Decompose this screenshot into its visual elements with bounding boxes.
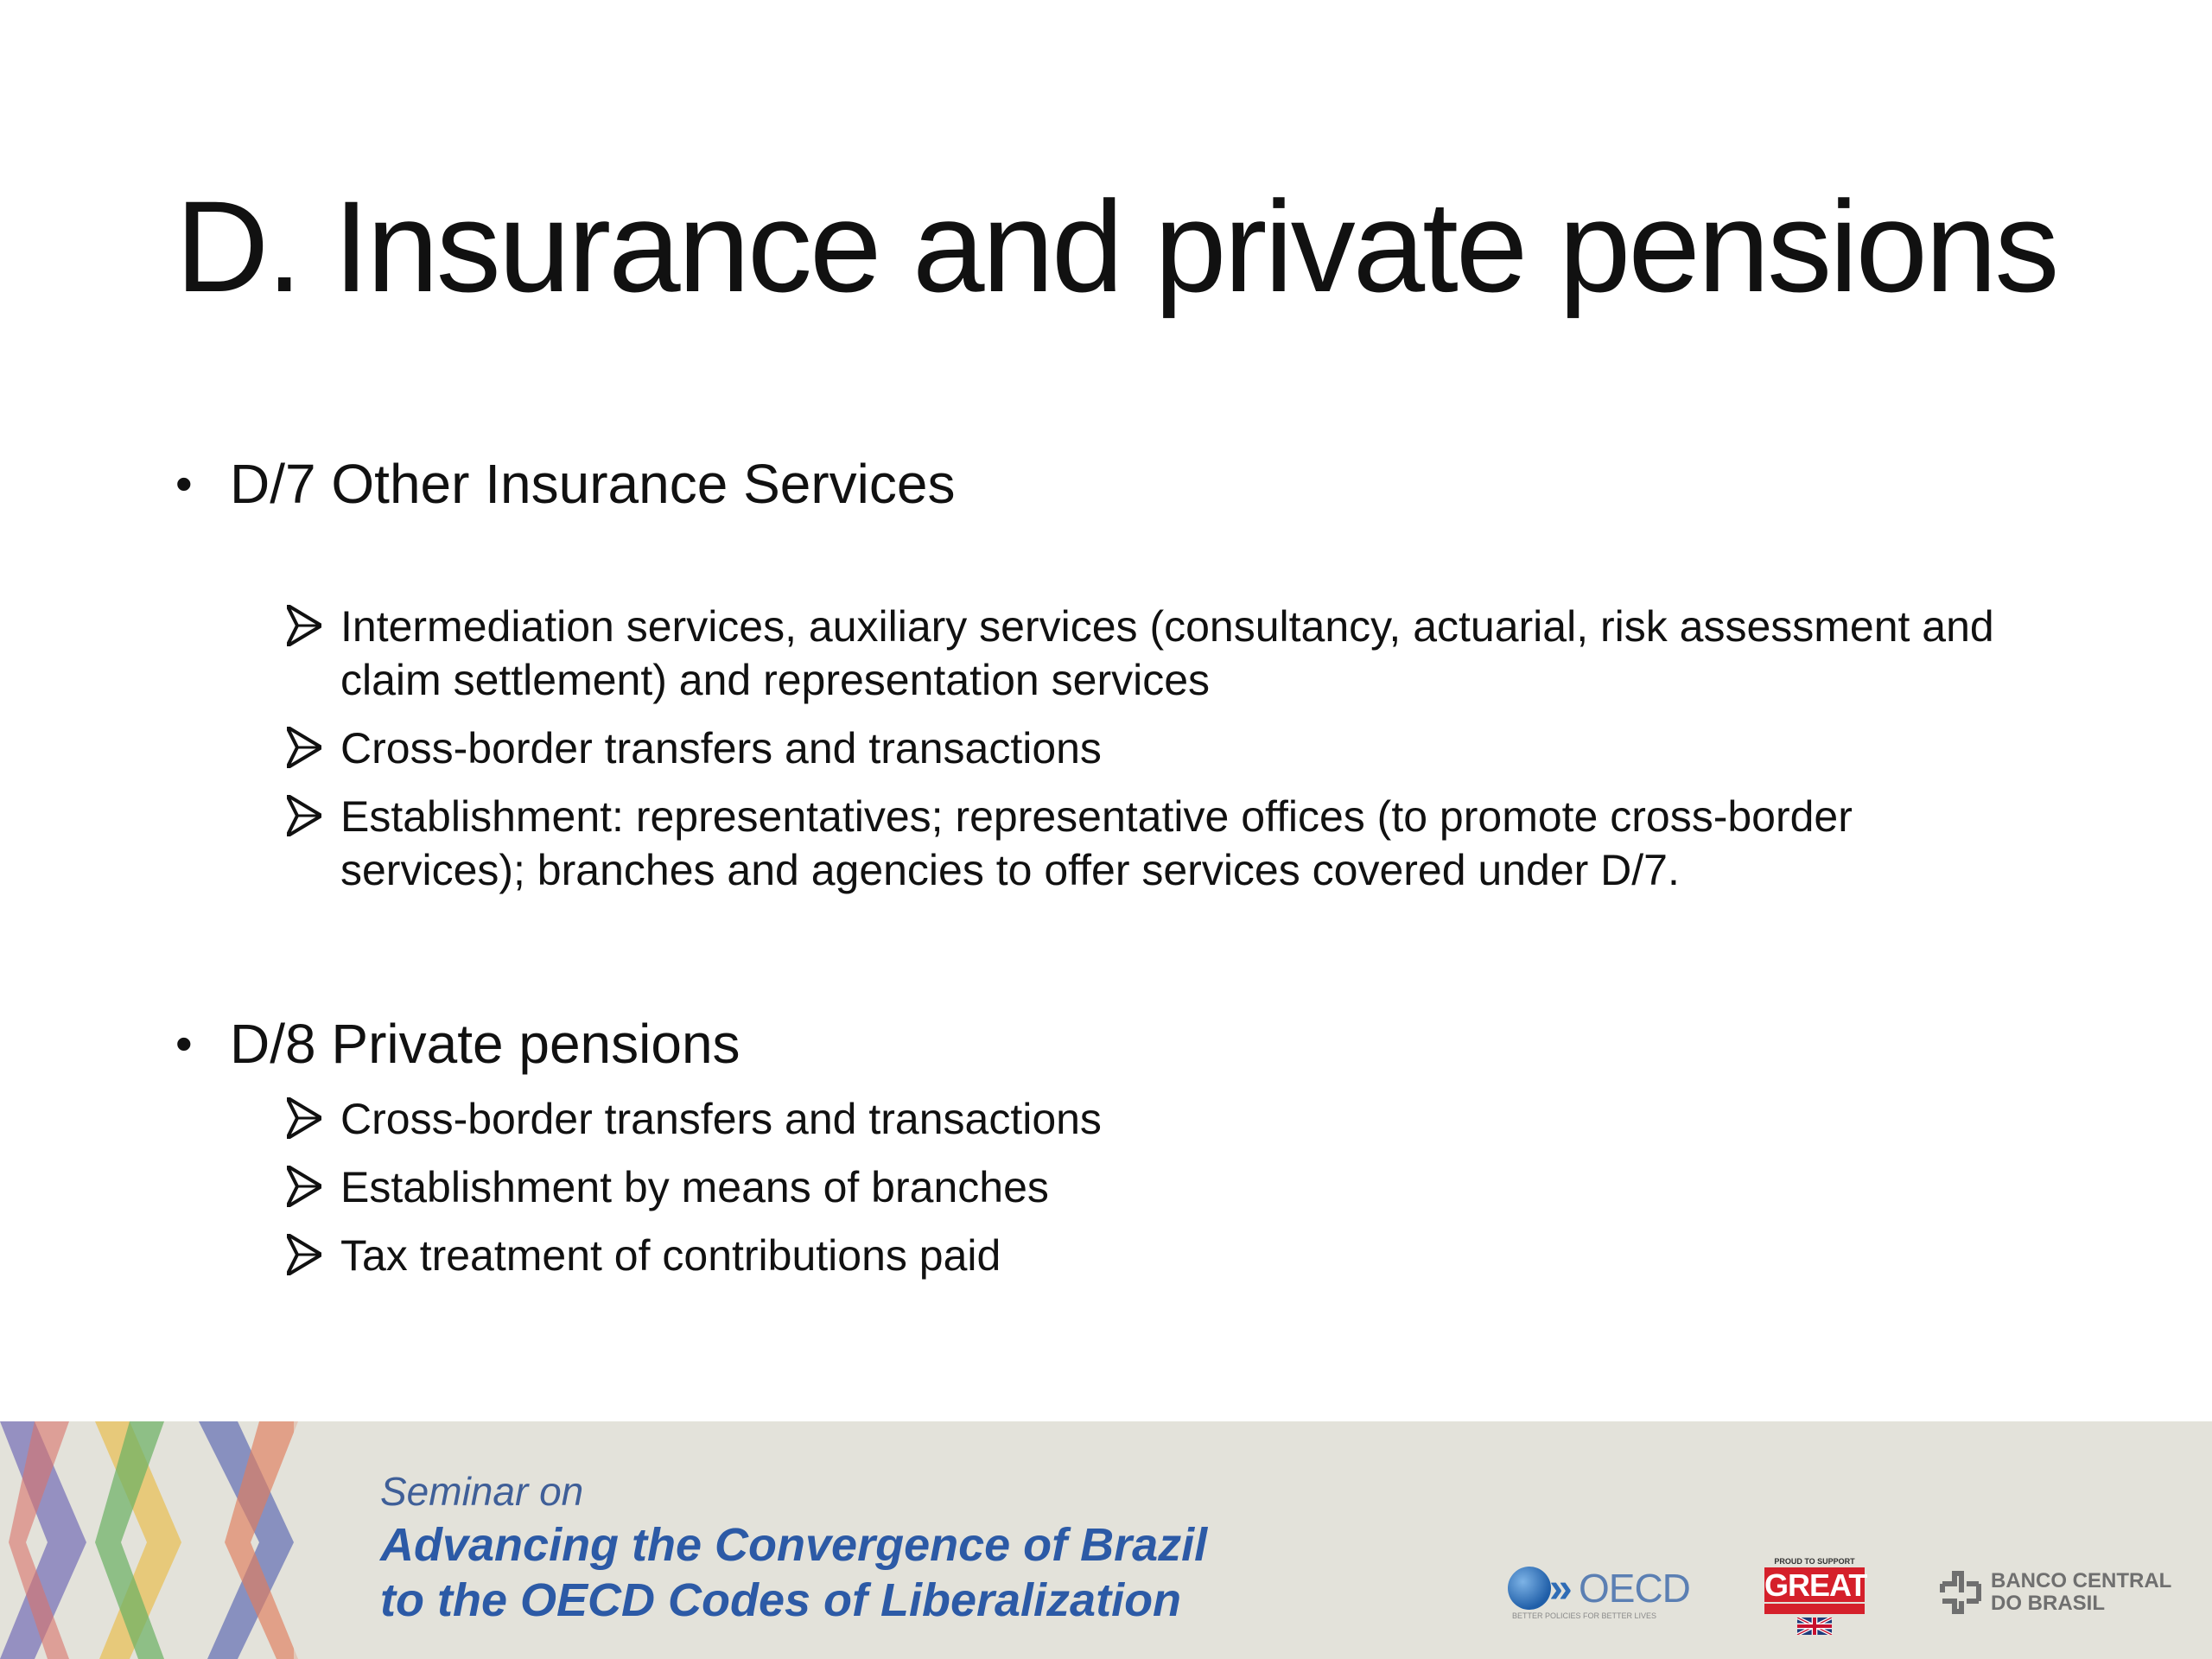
arrow-bullet-icon [287, 1097, 321, 1139]
oecd-logo [1508, 1560, 1698, 1622]
footer-banner [0, 1421, 2212, 1659]
bullet-heading-d8: D/8 Private pensions [230, 1013, 741, 1075]
great-wordmark: GREAT [1764, 1567, 1867, 1603]
oecd-wordmark: OECD [1579, 1566, 1690, 1611]
seminar-title-line1: Advancing the Convergence of Brazil [380, 1519, 1208, 1571]
arrow-bullet-icon [287, 795, 321, 836]
arrow-bullet-icon [287, 727, 321, 768]
sub-item-text: Cross-border transfers and transactions [340, 724, 1102, 772]
bullet-heading-d7: D/7 Other Insurance Services [230, 453, 956, 515]
seminar-ribbon-art [0, 1421, 346, 1659]
arrow-bullet-icon [287, 1166, 321, 1207]
sub-item-text: Establishment by means of branches [340, 1163, 1049, 1211]
banco-central-wordmark: BANCO CENTRAL DO BRASIL [1991, 1569, 2172, 1615]
banco-central-mark-icon [1936, 1567, 1986, 1618]
seminar-title-line2: to the OECD Codes of Liberalization [380, 1574, 1182, 1626]
slide-title: D. Insurance and private pensions [175, 174, 2057, 319]
union-flag-icon [1792, 1618, 1837, 1635]
oecd-tagline: BETTER POLICIES FOR BETTER LIVES [1512, 1611, 1657, 1620]
oecd-globe-icon [1508, 1567, 1551, 1610]
seminar-on-label: Seminar on [380, 1469, 584, 1514]
great-proud-label: PROUD TO SUPPORT [1774, 1557, 1855, 1566]
sub-item-text: Establishment: representatives; representative offices (to promote cross-border services); branches and agencies to offer services covered under D/7. [340, 792, 1853, 894]
sub-item-text: Intermediation services, auxiliary services (consultancy, actuarial, risk assessment and claim settlement) and representation services [340, 602, 1994, 704]
bullet-dot: • [175, 456, 193, 511]
arrow-bullet-icon [287, 1234, 321, 1275]
sub-item-text: Cross-border transfers and transactions [340, 1095, 1102, 1143]
oecd-chevron-icon: » [1549, 1566, 1573, 1611]
arrow-bullet-icon [287, 605, 321, 646]
bullet-dot: • [175, 1016, 193, 1071]
great-logo [1763, 1557, 1866, 1635]
sub-item-text: Tax treatment of contributions paid [340, 1231, 1001, 1280]
great-subbar [1764, 1604, 1865, 1614]
banco-central-logo [1936, 1567, 2172, 1627]
